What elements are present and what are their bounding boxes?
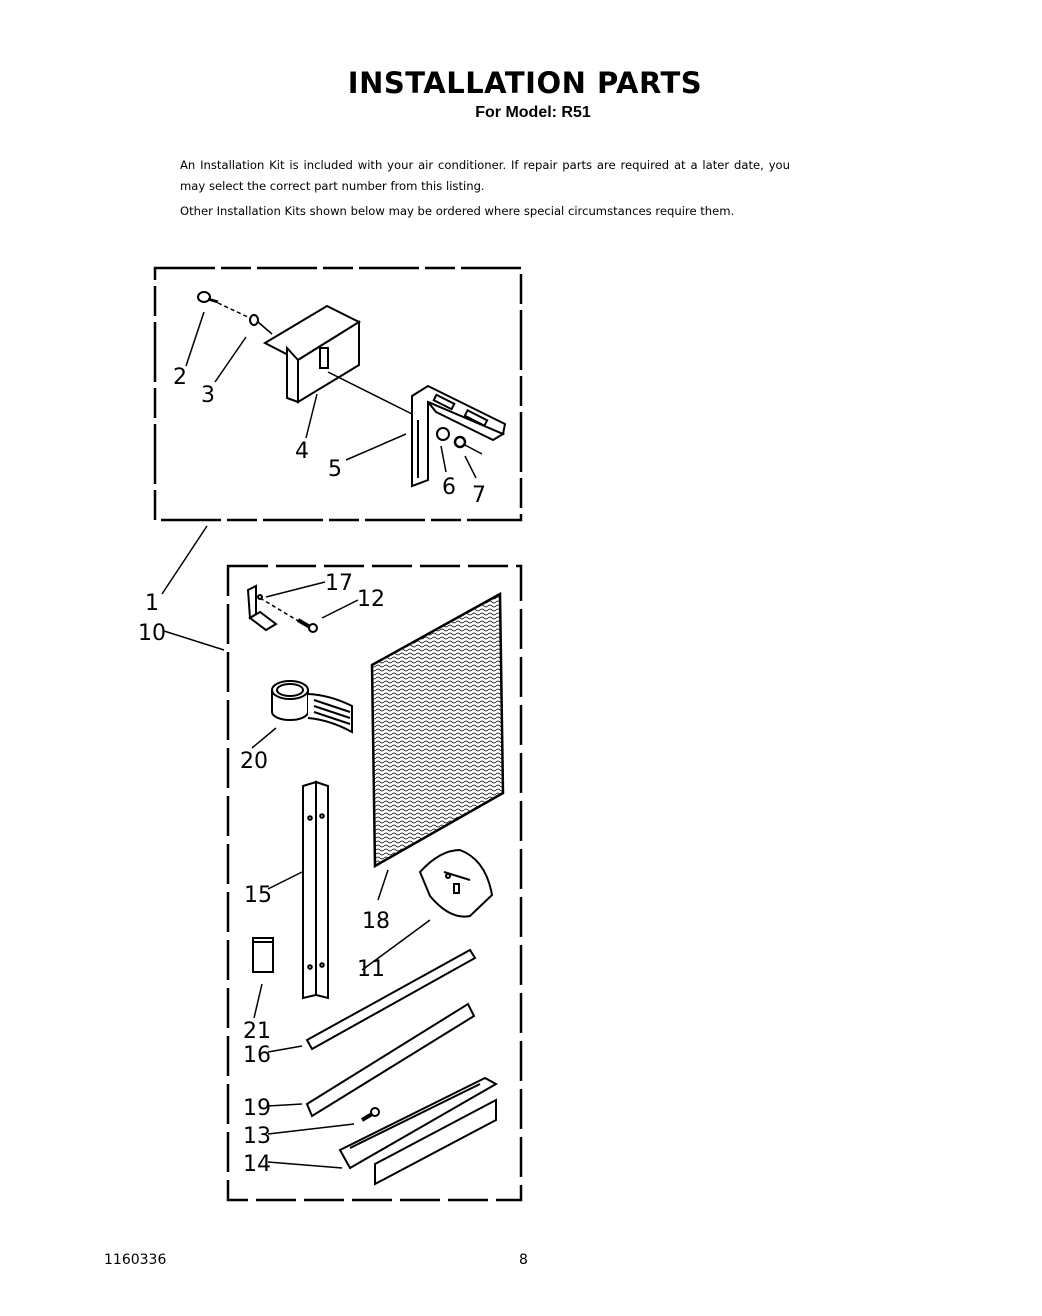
callout-3: 3	[201, 383, 215, 408]
callout-13: 13	[243, 1124, 271, 1149]
intro-paragraph-2: Other Installation Kits shown below may be ordered where special circumstances require them.	[180, 204, 735, 218]
leader-lines-lower-bottom	[268, 1124, 354, 1168]
strip-part-16-icon	[307, 950, 475, 1049]
panel-part-18-icon	[372, 594, 503, 866]
page-number: 8	[519, 1252, 528, 1268]
callout-12: 12	[357, 587, 385, 612]
callout-10: 10	[138, 621, 166, 646]
callout-16: 16	[243, 1043, 271, 1068]
screw-part-13-icon	[362, 1108, 379, 1120]
bracket-part-4-icon	[265, 306, 359, 402]
callout-19: 19	[243, 1096, 271, 1121]
callout-17: 17	[325, 571, 353, 596]
callout-5: 5	[328, 457, 342, 482]
callout-2: 2	[173, 365, 187, 390]
callout-4: 4	[295, 439, 309, 464]
screw-part-12-icon	[298, 620, 317, 632]
angle-part-15-icon	[303, 782, 328, 998]
callout-7: 7	[472, 483, 486, 508]
callout-21: 21	[243, 1019, 271, 1044]
callout-15: 15	[244, 883, 272, 908]
screw-part-2-icon	[198, 292, 218, 302]
callout-11: 11	[357, 957, 385, 982]
angle-bracket-part-17-icon	[248, 586, 276, 630]
callout-6: 6	[442, 475, 456, 500]
model-subtitle: For Model: R51	[475, 104, 591, 121]
intro-paragraph-1: An Installation Kit is included with your air conditioner. If repair parts are required at a later date, you may select the correct part number from this listing.	[180, 158, 790, 193]
tape-roll-part-20-icon	[272, 681, 352, 732]
washer-part-3-icon	[250, 315, 258, 325]
assembly-line	[218, 303, 250, 318]
document-number: 1160336	[104, 1252, 167, 1268]
nut-part-7-icon	[455, 437, 465, 447]
clip-part-11-icon	[420, 850, 492, 917]
callout-18: 18	[362, 909, 390, 934]
washer-part-6-icon	[437, 428, 449, 440]
block-part-21-icon	[253, 938, 273, 972]
page-title: INSTALLATION PARTS	[347, 66, 703, 100]
assembly-line	[258, 322, 272, 334]
callout-1: 1	[145, 591, 159, 616]
callout-20: 20	[240, 749, 268, 774]
channel-part-14-icon	[340, 1078, 496, 1184]
assembly-line	[328, 372, 412, 414]
callout-14: 14	[243, 1152, 271, 1177]
